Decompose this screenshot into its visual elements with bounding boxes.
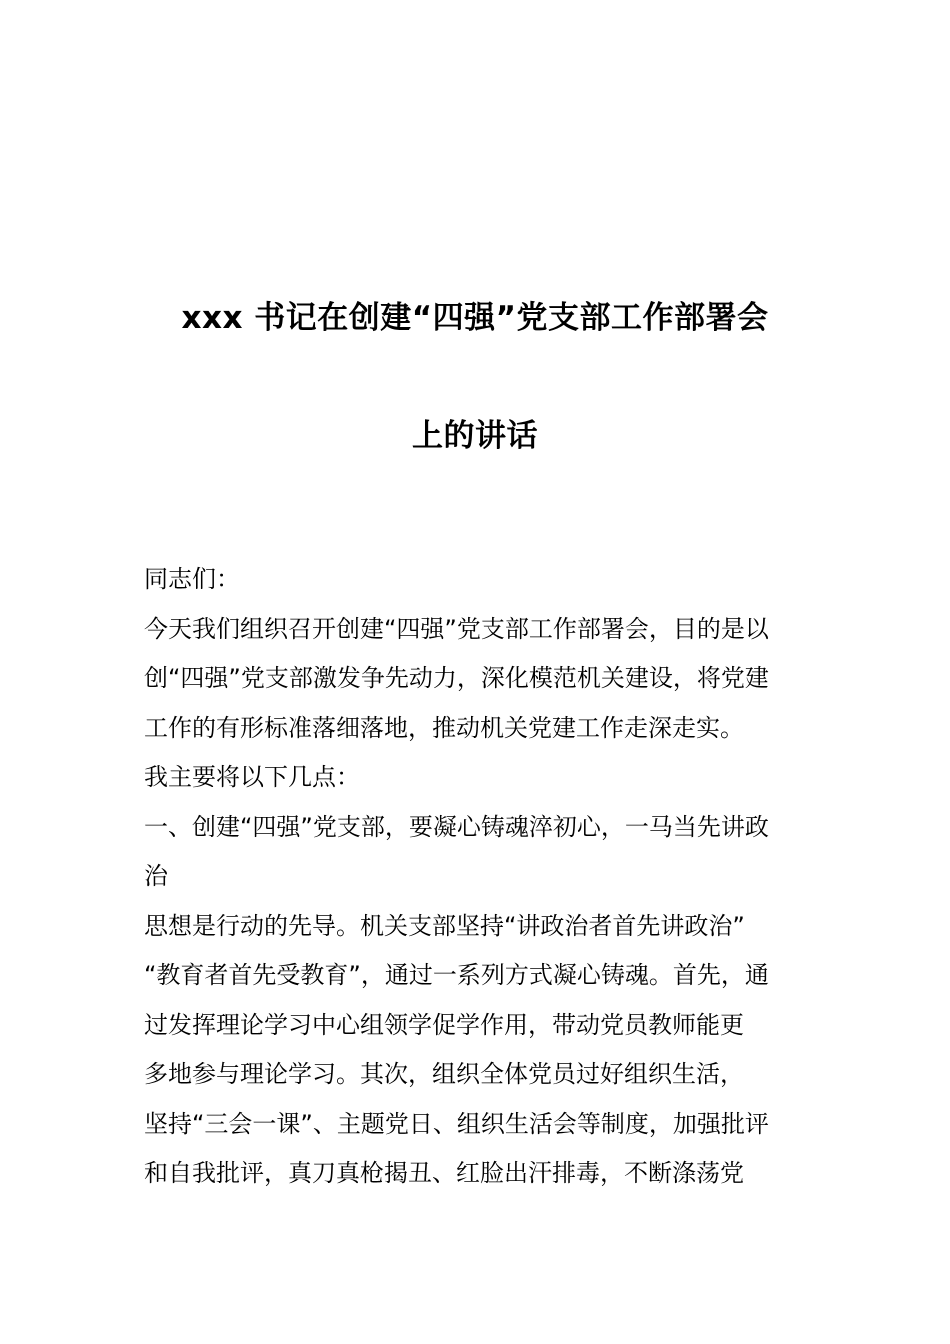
body-line: 和自我批评，真刀真枪揭丑、红脸出汗排毒，不断涤荡党 bbox=[144, 1159, 744, 1187]
body-line: 多地参与理论学习。其次，组织全体党员过好组织生活， bbox=[144, 1060, 744, 1088]
body-line: 创“四强”党支部激发争先动力，深化模范机关建设，将党建 bbox=[144, 664, 769, 692]
document-title-line-1: xxx 书记在创建“四强”党支部工作部署会 bbox=[181, 300, 769, 336]
body-line: 思想是行动的先导。机关支部坚持“讲政治者首先讲政治” bbox=[144, 911, 745, 940]
body-line: 过发挥理论学习中心组领学促学作用，带动党员教师能更 bbox=[144, 1010, 744, 1039]
document-body bbox=[144, 555, 806, 1199]
section-heading-line: 治 bbox=[144, 862, 168, 890]
document-title-line-2: 上的讲话 bbox=[412, 418, 538, 454]
body-line: “教育者首先受教育”，通过一系列方式凝心铸魂。首先，通 bbox=[144, 961, 769, 989]
body-line: 同志们： bbox=[144, 565, 240, 593]
body-line: 今天我们组织召开创建“四强”党支部工作部署会，目的是以 bbox=[144, 614, 769, 643]
body-line: 工作的有形标准落细落地，推动机关党建工作走深走实。 bbox=[144, 713, 744, 742]
section-heading-line: 一、创建“四强”党支部，要凝心铸魂淬初心，一马当先讲政 bbox=[144, 812, 769, 841]
body-line: 我主要将以下几点： bbox=[144, 763, 360, 791]
body-line: 坚持“三会一课”、主题党日、组织生活会等制度，加强批评 bbox=[144, 1109, 769, 1138]
